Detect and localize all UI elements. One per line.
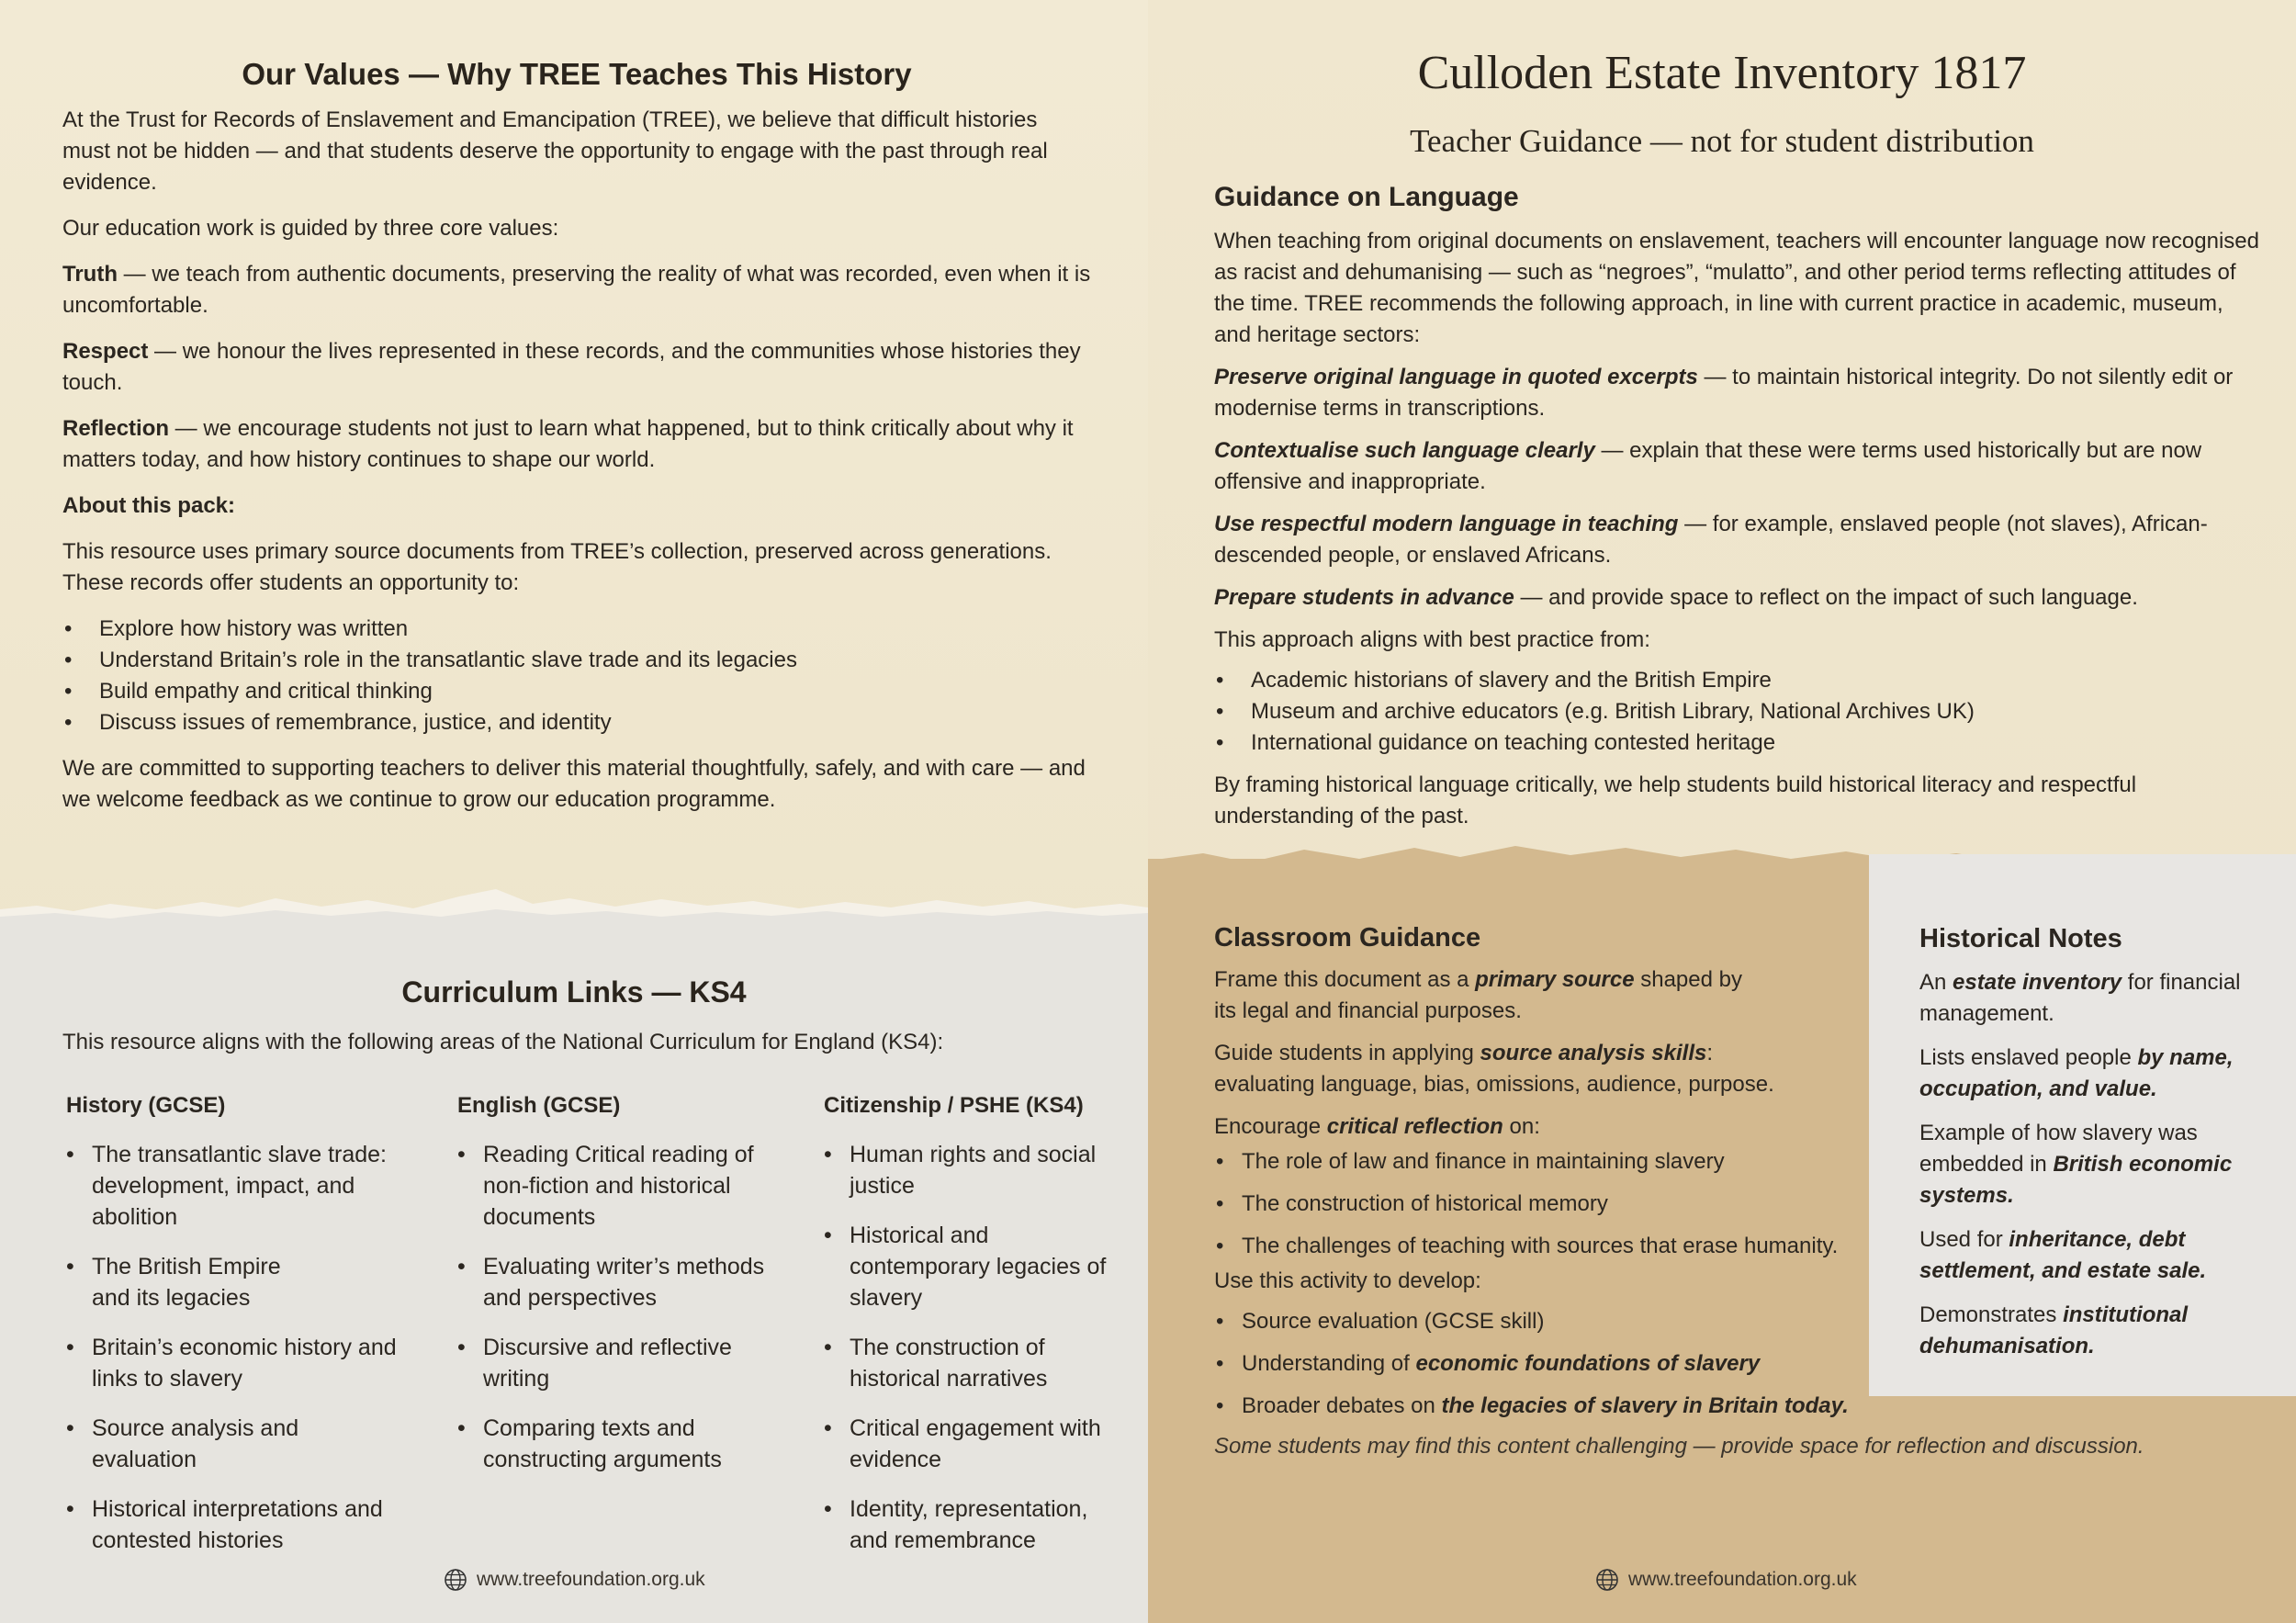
column-heading: Citizenship / PSHE (KS4) [824,1093,1084,1118]
list-item: • Britain’s economic history and links to slavery [66,1332,397,1394]
value-truth: Truth — we teach from authentic documents, preserving the reality of what was recorded, even when it is uncomfortable. [62,262,1091,318]
curriculum-column-english [457,1093,770,1493]
footer-link-left[interactable] [444,1568,705,1592]
list-item: • Source evaluation (GCSE skill) [1214,1306,1912,1337]
language-point: Contextualise such language clearly — explain that these were terms used historically but are now offensive and inappropriate. [1214,438,2202,494]
classroom-develop: Use this activity to develop: [1214,1268,1481,1293]
list-item: • Critical engagement with evidence [824,1413,1109,1475]
value-reflection: Reflection — we encourage students not just to learn what happened, but to think critically about why it matters today, and how history continues to shape our world. [62,416,1074,472]
about-title: About this pack: [62,493,236,518]
about-text: This resource uses primary source documents from TREE’s collection, preserved across generations. These records offer students an opportunity to: [62,539,1052,595]
framing-text: By framing historical language critically, we help students build historical literacy and respectful understanding of the past. [1214,772,2137,828]
curriculum-column-history [66,1093,397,1574]
footer-link-right[interactable] [1595,1568,1857,1592]
curriculum-intro: This resource aligns with the following areas of the National Curriculum for England (KS4): [62,1030,944,1054]
classroom-note: Some students may find this content challenging — provide space for reflection and discussion. [1214,1434,2144,1459]
list-item: • International guidance on teaching contested heritage [1214,727,2261,759]
value-respect: Respect — we honour the lives represented in these records, and the communities whose histories they touch. [62,339,1081,395]
list-item: • The construction of historical narratives [824,1332,1109,1394]
note-item: Used for inheritance, debt settlement, and estate sale. [1919,1227,2207,1283]
globe-icon [1595,1568,1619,1592]
list-item: • Reading Critical reading of non-fiction and historical documents [457,1139,770,1233]
note-item: Demonstrates institutional dehumanisation. [1919,1302,2189,1358]
historical-notes-panel [1869,854,2296,1396]
list-item: • The role of law and finance in maintaining slavery [1214,1146,1912,1178]
note-item: An estate inventory for financial management. [1919,970,2241,1026]
classroom-encourage: Encourage critical reflection on: [1214,1114,1540,1139]
language-section [1214,182,2261,832]
list-item: • Comparing texts and constructing arguments [457,1413,770,1475]
list-item: • Human rights and social justice [824,1139,1109,1201]
list-item: • Discuss issues of remembrance, justice, and identity [62,707,1091,738]
list-item: • Academic historians of slavery and the British Empire [1214,665,2261,696]
list-item: • Historical interpretations and contested histories [66,1493,397,1556]
torn-paper-edge [0,882,1148,924]
list-item: • Museum and archive educators (e.g. British Library, National Archives UK) [1214,696,2261,727]
list-item: • Understand Britain’s role in the transatlantic slave trade and its legacies [62,645,1091,676]
list-item: • Historical and contemporary legacies of slavery [824,1220,1109,1313]
list-item: • The challenges of teaching with sources that erase humanity. [1214,1231,1912,1262]
list-item: • The British Empire and its legacies [66,1251,397,1313]
values-intro: At the Trust for Records of Enslavement and Emancipation (TREE), we believe that difficult histories must not be hidden — and that students deserve the opportunity to engage with the past through real evidence. [62,107,1048,195]
footer-url: www.treefoundation.org.uk [477,1569,705,1590]
language-point: Prepare students in advance — and provide space to reflect on the impact of such language. [1214,585,2138,610]
list-item: • Broader debates on the legacies of slavery in Britain today. [1214,1391,1912,1422]
list-item: • Understanding of economic foundations of slavery [1214,1348,1912,1380]
values-section [62,57,1091,816]
language-title: Guidance on Language [1214,182,1519,212]
language-point: Preserve original language in quoted excerpts — to maintain historical integrity. Do not silently edit or modernise terms in transcriptions. [1214,365,2234,421]
language-intro: When teaching from original documents on enslavement, teachers will encounter language now recognised as racist and dehumanising — such as “negroes”, “mulatto”, and other period terms reflecting attitudes of the time. TREE recommends the following approach, in line with current practice in academic, museum, and heritage sectors: [1214,229,2259,347]
classroom-title: Classroom Guidance [1214,923,1481,952]
list-item: • The transatlantic slave trade: development, impact, and abolition [66,1139,397,1233]
curriculum-column-citizenship [824,1093,1109,1574]
document-subtitle: Teacher Guidance — not for student distribution [1410,123,2034,159]
historical-notes-content [1919,924,2268,1362]
note-item: Example of how slavery was embedded in British economic systems. [1919,1121,2233,1208]
notes-title: Historical Notes [1919,924,2122,953]
list-item: • Explore how history was written [62,614,1091,645]
aligns-list [1214,665,2261,759]
values-guided: Our education work is guided by three core values: [62,216,559,241]
commitment-text: We are committed to supporting teachers to deliver this material thoughtfully, safely, and with care — and we welcome feedback as we continue to grow our education programme. [62,756,1086,812]
globe-icon [444,1568,467,1592]
curriculum-title: Curriculum Links — KS4 [401,975,747,1009]
column-heading: English (GCSE) [457,1093,621,1118]
curriculum-panel [0,919,1148,1623]
develop-list [1214,1306,1912,1422]
document-title: Culloden Estate Inventory 1817 [1417,47,2027,99]
list-item: • Build empathy and critical thinking [62,676,1091,707]
list-item: • Discursive and reflective writing [457,1332,770,1394]
aligns-text: This approach aligns with best practice from: [1214,627,1650,652]
reflect-list [1214,1146,1912,1262]
footer-url: www.treefoundation.org.uk [1628,1569,1857,1590]
list-item: • Identity, representation, and remembrance [824,1493,1109,1556]
list-item: • Evaluating writer’s methods and perspectives [457,1251,770,1313]
classroom-guide: Guide students in applying source analysis skills: evaluating language, bias, omissions, audience, purpose. [1214,1041,1774,1097]
about-list [62,614,1091,738]
language-point: Use respectful modern language in teaching — for example, enslaved people (not slaves), African-descended people, or enslaved Africans. [1214,512,2208,568]
classroom-frame: Frame this document as a primary source shaped by its legal and financial purposes. [1214,967,1742,1023]
note-item: Lists enslaved people by name, occupation, and value. [1919,1045,2234,1101]
list-item: • Source analysis and evaluation [66,1413,397,1475]
list-item: • The construction of historical memory [1214,1189,1912,1220]
column-heading: History (GCSE) [66,1093,226,1118]
values-title: Our Values — Why TREE Teaches This History [242,57,912,91]
